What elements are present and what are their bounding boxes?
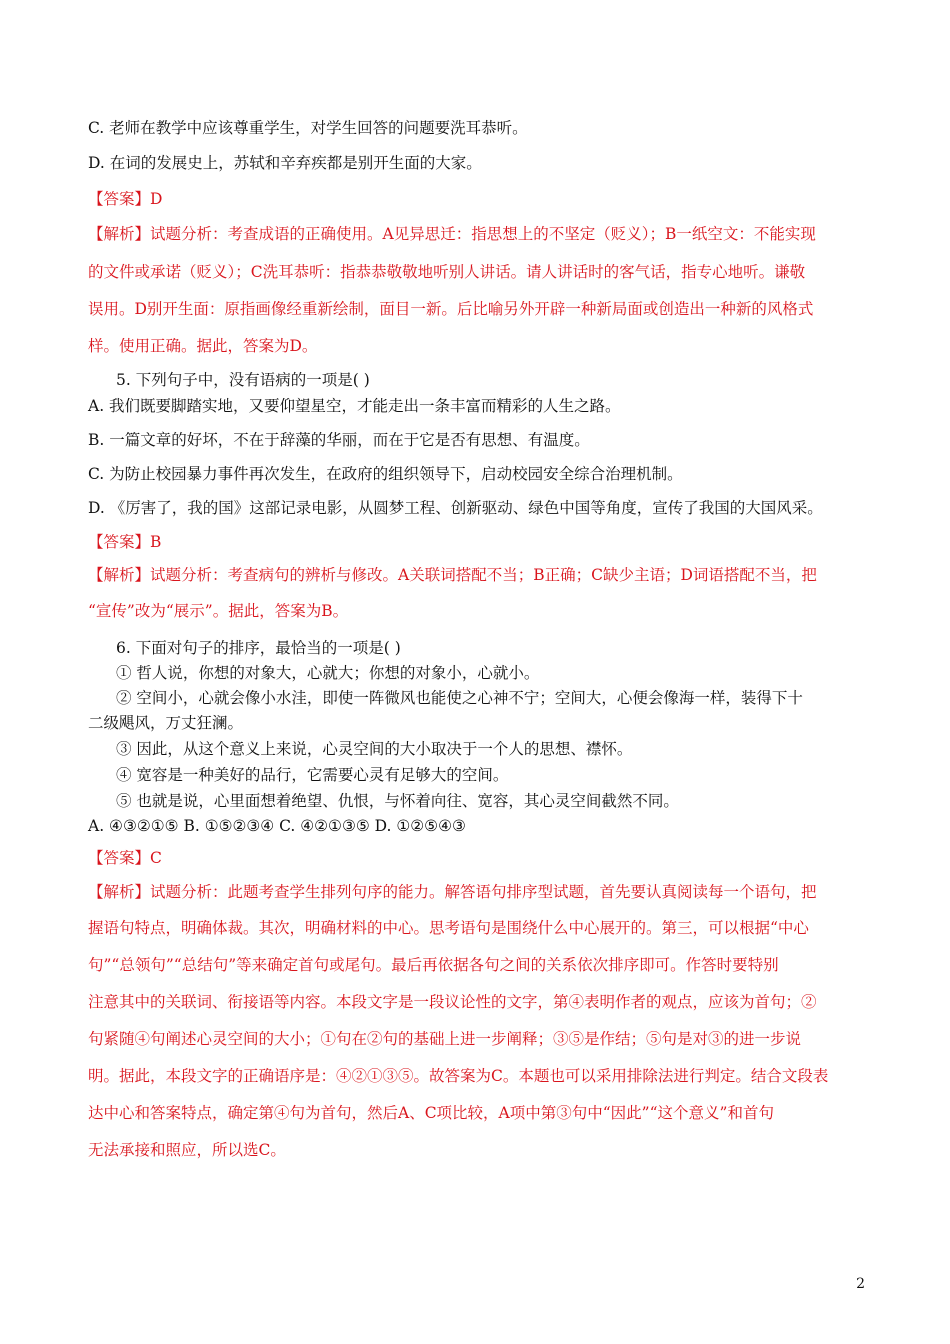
q5-analysis-line: “宣传”改为“展示”。据此，答案为B。 (88, 602, 349, 620)
q6-analysis-line: 达中心和答案特点，确定第④句为首句，然后A、C项比较，A项中第③句中“因此”“这个意义”和首句 (88, 1104, 774, 1122)
q6-sentence-1: ① 哲人说，你想的对象大，心就大；你想的对象小，心就小。 (116, 664, 540, 682)
q6-sentence-2-cont: 二级飓风，万丈狂澜。 (88, 714, 244, 732)
q6-question: 6. 下面对句子的排序，最恰当的一项是( ) (116, 639, 401, 657)
q5-option-d: D. 《厉害了，我的国》这部记录电影，从圆梦工程、创新驱动、绿色中国等角度，宣传了我国的大国风采。 (88, 499, 823, 517)
q4-analysis-line: 样。使用正确。据此，答案为D。 (88, 337, 318, 355)
q5-option-c: C. 为防止校园暴力事件再次发生，在政府的组织领导下，启动校园安全综合治理机制。 (88, 465, 683, 483)
q5-answer: 【答案】B (88, 533, 162, 551)
q4-answer: 【答案】D (88, 190, 163, 208)
page-number: 2 (856, 1276, 865, 1292)
q6-analysis-line: 句”“总领句”“总结句”等来确定首句或尾句。最后再依据各句之间的关系依次排序即可。作答时要特别 (88, 956, 779, 974)
q4-option-d: D. 在词的发展史上，苏轼和辛弃疾都是别开生面的大家。 (88, 154, 482, 172)
q4-analysis-line: 的文件或承诺（贬义）；C洗耳恭听：指恭恭敬敬地听别人讲话。请人讲话时的客气话，指专心地听。谦敬 (88, 263, 806, 281)
q6-sentence-5: ⑤ 也就是说，心里面想着绝望、仇恨，与怀着向往、宽容，其心灵空间截然不同。 (116, 792, 679, 810)
q6-sentence-4: ④ 宽容是一种美好的品行，它需要心灵有足够大的空间。 (116, 766, 509, 784)
q5-option-b: B. 一篇文章的好坏，不在于辞藻的华丽，而在于它是否有思想、有温度。 (88, 431, 590, 449)
q5-question: 5. 下列句子中，没有语病的一项是( ) (116, 371, 370, 389)
q6-analysis-line: 无法承接和照应，所以选C。 (88, 1141, 286, 1159)
q5-option-a: A. 我们既要脚踏实地，又要仰望星空，才能走出一条丰富而精彩的人生之路。 (88, 397, 621, 415)
q5-analysis-line: 【解析】试题分析：考查病句的辨析与修改。A关联词搭配不当；B正确；C缺少主语；D词语搭配不当，把 (88, 566, 817, 584)
q6-sentence-2: ② 空间小，心就会像小水洼，即使一阵微风也能使之心神不宁；空间大，心便会像海一样，装得下十 (116, 689, 803, 707)
q6-options: A. ④③②①⑤ B. ①⑤②③④ C. ④②①③⑤ D. ①②⑤④③ (88, 817, 466, 835)
q4-option-c: C. 老师在教学中应该尊重学生，对学生回答的问题要洗耳恭听。 (88, 119, 528, 137)
q6-analysis-line: 注意其中的关联词、衔接语等内容。本段文字是一段议论性的文字，第④表明作者的观点，应该为首句；② (88, 993, 817, 1011)
q6-sentence-3: ③ 因此，从这个意义上来说，心灵空间的大小取决于一个人的思想、襟怀。 (116, 740, 633, 758)
q6-analysis-line: 句紧随④句阐述心灵空间的大小；①句在②句的基础上进一步阐释；③⑤是作结；⑤句是对③的进一步说 (88, 1030, 802, 1048)
q6-analysis-line: 明。据此，本段文字的正确语序是：④②①③⑤。故答案为C。本题也可以采用排除法进行判定。结合文段表 (88, 1067, 829, 1085)
q6-analysis-line: 握语句特点，明确体裁。其次，明确材料的中心。思考语句是围绕什么中心展开的。第三，可以根据“中心 (88, 919, 809, 937)
q4-analysis-line: 【解析】试题分析：考查成语的正确使用。A见异思迁：指思想上的不坚定（贬义）；B一纸空文：不能实现 (88, 225, 816, 243)
q6-answer: 【答案】C (88, 849, 162, 867)
q4-analysis-line: 误用。D别开生面：原指画像经重新绘制，面目一新。后比喻另外开辟一种新局面或创造出一种新的风格式 (88, 300, 814, 318)
q6-analysis-line: 【解析】试题分析：此题考查学生排列句序的能力。解答语句排序型试题，首先要认真阅读每一个语句，把 (88, 883, 817, 901)
